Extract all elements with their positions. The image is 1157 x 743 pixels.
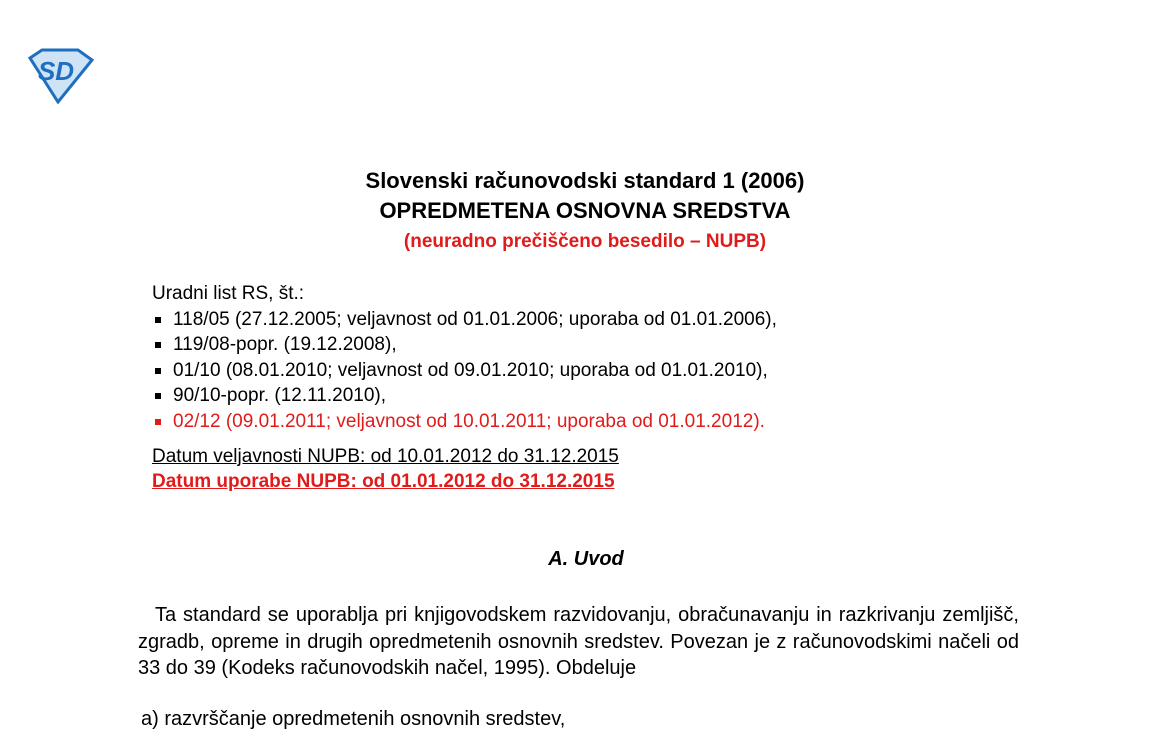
section-heading: A. Uvod bbox=[548, 548, 624, 570]
logo-icon bbox=[22, 48, 96, 104]
list-item: 01/10 (08.01.2010; veljavnost od 09.01.2010; uporaba od 01.01.2010), bbox=[152, 358, 777, 384]
list-item: 02/12 (09.01.2011; veljavnost od 10.01.2011; uporaba od 01.01.2012). bbox=[152, 409, 777, 435]
svg-text:SD: SD bbox=[37, 56, 75, 86]
validity-date: Datum veljavnosti NUPB: od 10.01.2012 do 31.12.2015 bbox=[152, 446, 619, 467]
intro-paragraph: Ta standard se uporablja pri knjigovodskem razvidovanju, obračunavanju in razkrivanju zemljišč, zgradb, opreme in drugih opredmetenih osnovnih sredstev. Povezan je z računovodskimi načeli od 33 do 39 (Kodeks računovodskih načel, 1995). Obdeluje bbox=[138, 604, 1019, 680]
list-item: 119/08-popr. (19.12.2008), bbox=[152, 332, 777, 358]
list-item: 118/05 (27.12.2005; veljavnost od 01.01.2006; uporaba od 01.01.2006), bbox=[152, 307, 777, 333]
gazette-label: Uradni list RS, št.: bbox=[152, 283, 305, 304]
list-item: 90/10-popr. (12.11.2010), bbox=[152, 383, 777, 409]
gazette-list bbox=[152, 281, 777, 435]
usage-date: Datum uporabe NUPB: od 01.01.2012 do 31.12.2015 bbox=[152, 471, 615, 492]
document-subtitle: OPREDMETENA OSNOVNA SREDSTVA bbox=[379, 198, 791, 223]
document-note: (neuradno prečiščeno besedilo – NUPB) bbox=[403, 231, 767, 252]
document-title: Slovenski računovodski standard 1 (2006) bbox=[365, 168, 805, 193]
list-item-a: a) razvrščanje opredmetenih osnovnih sredstev, bbox=[141, 708, 566, 730]
